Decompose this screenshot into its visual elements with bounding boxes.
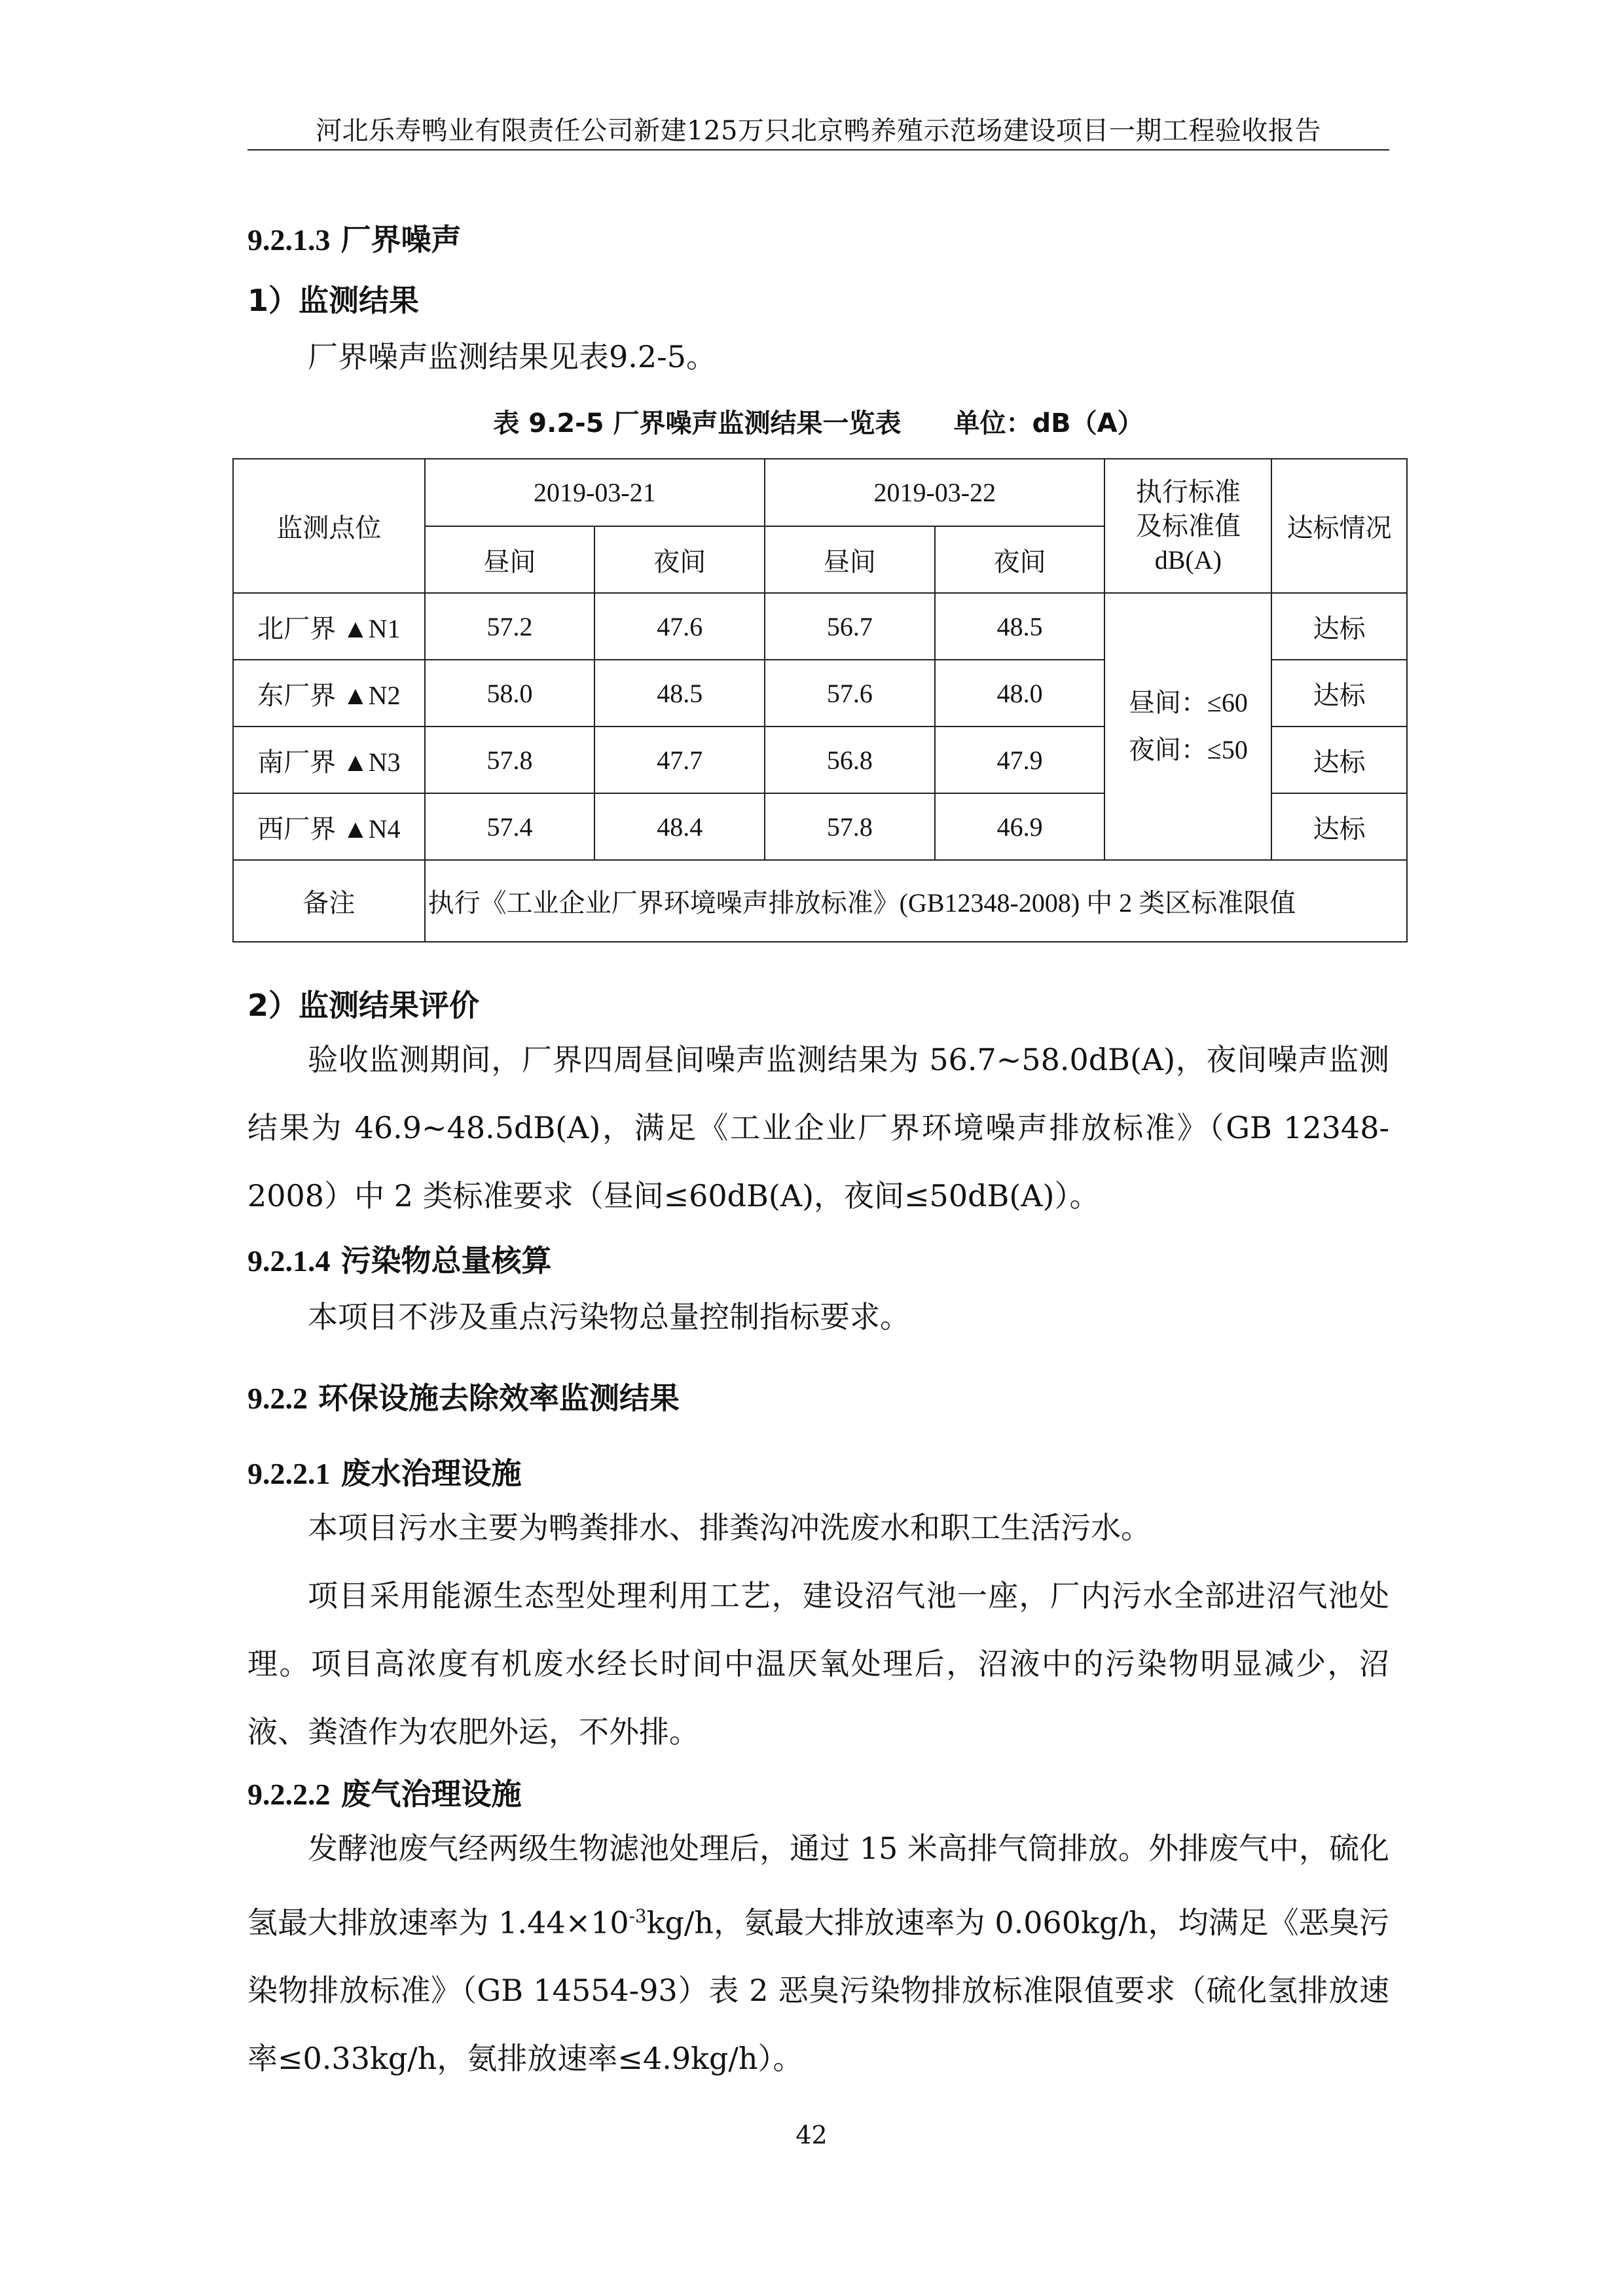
- header-standard-line3: dB(A): [1154, 545, 1222, 575]
- note-label: 备注: [233, 860, 425, 942]
- paragraph-wastewater-treatment: 项目采用能源生态型处理利用工艺，建设沼气池一座，厂内污水全部进沼气池处理。项目高浓度有机废水经长时间中温厌氧处理后，沼液中的污染物明显减少，沼液、粪渣作为农肥外运，不外排。: [247, 1578, 1389, 1749]
- noise-results-table: [232, 458, 1408, 942]
- section-title: 废水治理设施: [340, 1456, 522, 1491]
- cell-value: 57.8: [425, 726, 595, 793]
- cell-status: 达标: [1271, 593, 1407, 660]
- table-caption: [247, 403, 1389, 440]
- table-unit: 单位：dB（A）: [953, 408, 1144, 439]
- document-header: 河北乐寿鸭业有限责任公司新建125万只北京鸭养殖示范场建设项目一期工程验收报告: [316, 116, 1321, 146]
- section-title: 污染物总量核算: [340, 1243, 552, 1278]
- cell-value: 57.2: [425, 593, 595, 660]
- cell-value: 56.7: [765, 593, 935, 660]
- paragraph-wastewater-sources: 本项目污水主要为鸭粪排水、排粪沟冲洗废水和职工生活污水。: [308, 1510, 1151, 1545]
- cell-status: 达标: [1271, 660, 1407, 726]
- header-day-2: 昼间: [765, 526, 935, 593]
- cell-status: 达标: [1271, 793, 1407, 860]
- cell-value: 48.5: [594, 660, 765, 726]
- page-number: 42: [795, 2121, 828, 2149]
- cell-value: 48.4: [594, 793, 765, 860]
- limit-night: 夜间：≤50: [1128, 735, 1248, 764]
- cell-location: 南厂界 ▲N3: [233, 726, 425, 793]
- header-night-2: 夜间: [935, 526, 1105, 593]
- waste-gas-text-b: kg/h，氨最大排放速率为 0.060kg/h，均满足《恶臭污染物排放标准》（GB 14554-93）表 2 恶臭污染物排放标准限值要求（硫化氢排放速率≤0.33kg/h，氨排放速率≤4.9kg/h）。: [247, 1905, 1390, 2077]
- cell-value: 58.0: [425, 660, 595, 726]
- section-number: 9.2.2.1: [247, 1457, 331, 1490]
- header-divider: [247, 149, 1389, 151]
- cell-standard-limits: [1104, 593, 1271, 860]
- paragraph-intro: 厂界噪声监测结果见表9.2-5。: [308, 339, 716, 374]
- cell-value: 47.6: [594, 593, 765, 660]
- section-number: 9.2.2: [247, 1382, 308, 1415]
- paragraph-total-control: 本项目不涉及重点污染物总量控制指标要求。: [308, 1299, 910, 1335]
- cell-value: 48.0: [935, 660, 1105, 726]
- section-heading-9-2-2-2: [247, 1770, 522, 1814]
- header-standard-line2: 及标准值: [1135, 511, 1241, 541]
- section-number: 9.2.2.2: [247, 1778, 331, 1811]
- section-title: 厂界噪声: [340, 222, 462, 257]
- section-number: 9.2.1.3: [247, 223, 331, 257]
- header-date-2: 2019-03-22: [765, 459, 1104, 526]
- section-heading-9-2-1-3: [247, 216, 462, 259]
- section-title: 废气治理设施: [340, 1776, 522, 1812]
- paragraph-waste-gas: [247, 1814, 1389, 2092]
- limit-day: 昼间：≤60: [1128, 688, 1248, 717]
- section-title: 环保设施去除效率监测结果: [318, 1380, 680, 1416]
- header-night-1: 夜间: [594, 526, 765, 593]
- header-standard: [1104, 459, 1271, 593]
- paragraph-evaluation: 验收监测期间，厂界四周昼间噪声监测结果为 56.7~58.0dB(A)，夜间噪声监测结果为 46.9~48.5dB(A)，满足《工业企业厂界环境噪声排放标准》（GB 12348-2008）中 2 类标准要求（昼间≤60dB(A)，夜间≤50dB(A)）。: [247, 1042, 1389, 1213]
- header-standard-line1: 执行标准: [1135, 476, 1241, 507]
- section-heading-9-2-2-1: [247, 1450, 522, 1493]
- header-date-1: 2019-03-21: [425, 459, 765, 526]
- cell-value: 46.9: [935, 793, 1105, 860]
- cell-value: 57.6: [765, 660, 935, 726]
- table-caption-title: 表 9.2-5 厂界噪声监测结果一览表: [493, 408, 902, 439]
- table-note-row: [233, 860, 1407, 942]
- section-number: 9.2.1.4: [247, 1244, 331, 1278]
- waste-gas-text-a: 发酵池废气经两级生物滤池处理后，通过 15 米高排气筒排放。外排废气中，硫化氢最大排放速率为 1.44×10: [247, 1831, 1389, 1941]
- subheading-evaluation: 2）监测结果评价: [247, 988, 480, 1023]
- table-row: [233, 593, 1407, 660]
- cell-location: 东厂界 ▲N2: [233, 660, 425, 726]
- cell-value: 47.7: [594, 726, 765, 793]
- header-day-1: 昼间: [425, 526, 595, 593]
- cell-value: 56.8: [765, 726, 935, 793]
- exponent: -3: [629, 1905, 647, 1927]
- cell-location: 西厂界 ▲N4: [233, 793, 425, 860]
- section-heading-9-2-2: [247, 1374, 680, 1418]
- cell-value: 57.8: [765, 793, 935, 860]
- header-status: 达标情况: [1271, 459, 1407, 593]
- header-location: 监测点位: [233, 459, 425, 593]
- cell-status: 达标: [1271, 726, 1407, 793]
- section-heading-9-2-1-4: [247, 1237, 552, 1280]
- cell-value: 48.5: [935, 593, 1105, 660]
- cell-value: 47.9: [935, 726, 1105, 793]
- cell-location: 北厂界 ▲N1: [233, 593, 425, 660]
- cell-value: 57.4: [425, 793, 595, 860]
- subheading-monitoring-results: 1）监测结果: [247, 283, 420, 318]
- note-text: 执行《工业企业厂界环境噪声排放标准》(GB12348-2008) 中 2 类区标准限值: [425, 860, 1407, 942]
